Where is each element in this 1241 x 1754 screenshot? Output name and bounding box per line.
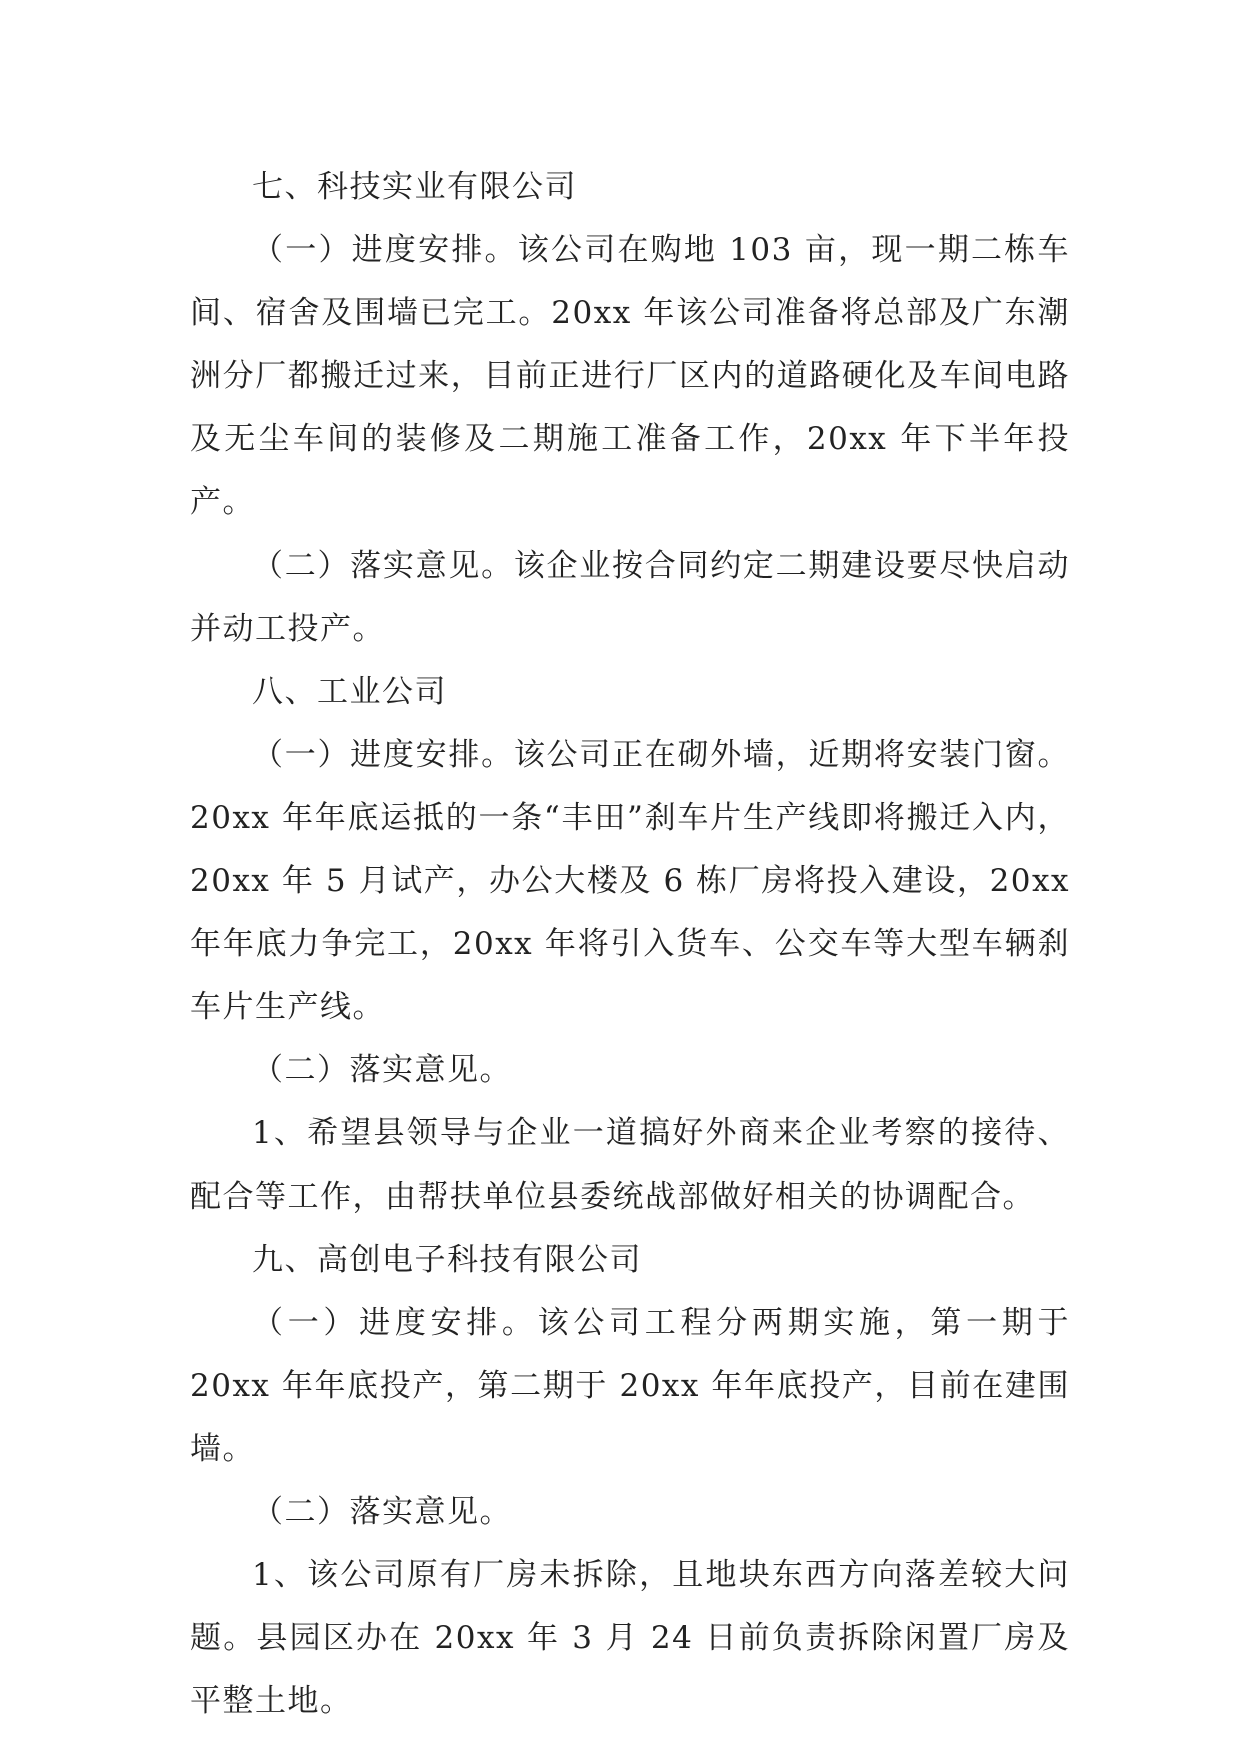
paragraph-progress-8: （一）进度安排。该公司正在砌外墙，近期将安装门窗。20xx 年年底运抵的一条“丰田”刹车片生产线即将搬迁入内，20xx 年 5 月试产，办公大楼及 6 栋厂房将投入建设，20xx 年年底力争完工，20xx 年将引入货车、公交车等大型车辆刹车片生产线。 — [190, 736, 1070, 1026]
paragraph-opinion-9: （二）落实意见。 — [252, 1493, 512, 1530]
section-heading-8: 八、工业公司 — [252, 673, 447, 710]
paragraph-opinion-8-item-1: 1、希望县领导与企业一道搞好外商来企业考察的接待、配合等工作，由帮扶单位县委统战部做好相关的协调配合。 — [190, 1115, 1070, 1215]
paragraph-opinion-7: （二）落实意见。该企业按合同约定二期建设要尽快启动并动工投产。 — [190, 547, 1070, 647]
paragraph-progress-9: （一）进度安排。该公司工程分两期实施，第一期于 20xx 年年底投产，第二期于 20xx 年年底投产，目前在建围墙。 — [190, 1304, 1070, 1467]
section-heading-7: 七、科技实业有限公司 — [252, 169, 577, 205]
section-heading-9: 九、高创电子科技有限公司 — [252, 1241, 642, 1278]
paragraph-opinion-9-item-1: 1、该公司原有厂房未拆除，且地块东西方向落差较大问题。县园区办在 20xx 年 3 月 24 日前负责拆除闲置厂房及平整土地。 — [190, 1557, 1070, 1720]
paragraph-opinion-8: （二）落实意见。 — [252, 1052, 512, 1089]
paragraph-progress-7: （一）进度安排。该公司在购地 103 亩，现一期二栋车间、宿舍及围墙已完工。20xx 年该公司准备将总部及广东潮洲分厂都搬迁过来，目前正进行厂区内的道路硬化及车间电路及无尘车间的装修及二期施工准备工作，20xx 年下半年投产。 — [190, 232, 1070, 521]
document-body — [190, 156, 1070, 1733]
